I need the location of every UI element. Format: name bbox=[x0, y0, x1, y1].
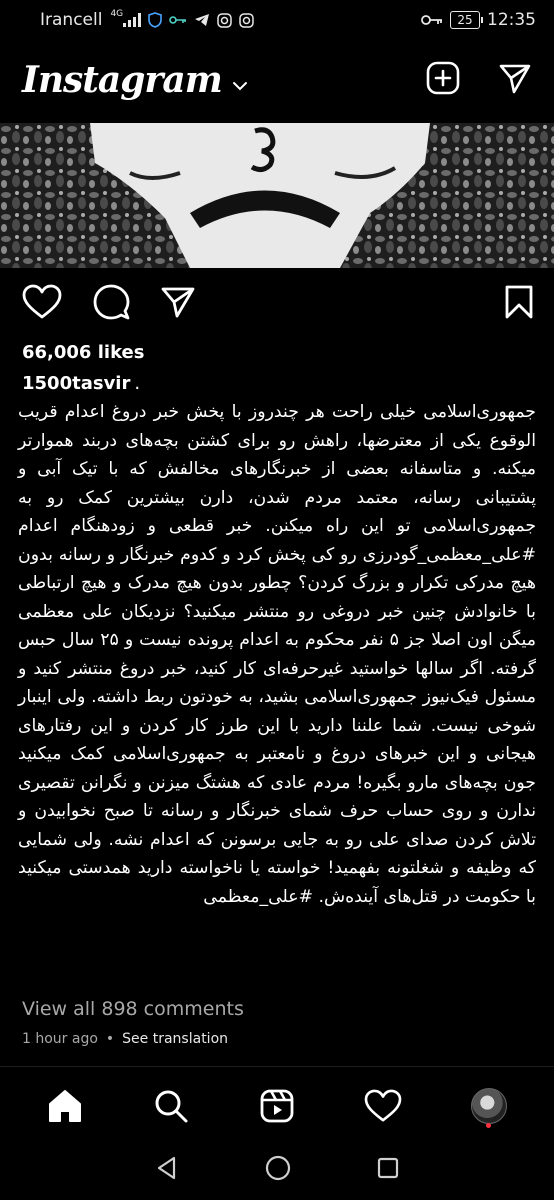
clock: 12:35 bbox=[487, 10, 536, 30]
direct-message-icon[interactable] bbox=[498, 61, 532, 99]
new-post-icon[interactable] bbox=[426, 61, 460, 99]
instagram-status-icon bbox=[217, 13, 232, 28]
bottom-navigation bbox=[0, 1075, 554, 1137]
telegram-icon bbox=[194, 13, 210, 27]
view-all-comments-link[interactable]: View all 898 comments bbox=[22, 998, 244, 1020]
battery-indicator: 25 bbox=[450, 11, 480, 29]
signal-icon bbox=[109, 9, 141, 27]
reels-icon[interactable] bbox=[247, 1076, 307, 1136]
status-bar bbox=[0, 0, 554, 40]
system-navigation bbox=[0, 1140, 554, 1200]
status-left bbox=[40, 10, 254, 30]
author-username[interactable]: 1500tasvir bbox=[22, 373, 131, 394]
header-actions bbox=[426, 61, 532, 99]
profile-avatar[interactable] bbox=[471, 1088, 507, 1124]
recents-square-icon[interactable] bbox=[376, 1156, 400, 1184]
meta-separator: • bbox=[105, 1031, 115, 1047]
like-count[interactable]: 66,006 likes bbox=[22, 342, 145, 363]
instagram-logo[interactable]: Instagram bbox=[22, 59, 222, 101]
notification-dot bbox=[486, 1123, 491, 1128]
app-header bbox=[0, 50, 554, 110]
home-icon[interactable] bbox=[35, 1076, 95, 1136]
home-circle-icon[interactable] bbox=[264, 1154, 292, 1186]
chevron-down-icon[interactable] bbox=[232, 76, 248, 95]
nav-divider bbox=[0, 1066, 554, 1067]
see-translation-link[interactable]: See translation bbox=[122, 1031, 229, 1047]
post-actions bbox=[22, 283, 534, 325]
share-icon[interactable] bbox=[160, 285, 196, 323]
post-meta bbox=[22, 1031, 228, 1047]
key-icon bbox=[169, 14, 187, 26]
comment-icon[interactable] bbox=[92, 283, 130, 325]
post-image[interactable] bbox=[0, 123, 554, 268]
instagram-status-icon-2 bbox=[239, 13, 254, 28]
activity-heart-icon[interactable] bbox=[353, 1076, 413, 1136]
network-type: 4G bbox=[110, 9, 124, 19]
carrier-name: Irancell bbox=[40, 10, 103, 30]
post-caption: جمهوری‌اسلامی خیلی راحت هر چندروز با پخش خبر دروغ اعدام قریب الوقوع یکی از معترضها، راهش رو برای کشتن بچه‌های دربند هموارتر میکنه. و متاسفانه بعضی از خبرنگارهای مخالفش که با تیک آبی و پشتیبانی رسانه، معتمد مردم شدن، دارن بیشترین کمک رو به جمهوری‌اسلامی تو این راه میکنن. خبر قطعی و زودهنگام اعدام #علی_معظمی_گودرزی رو کی پخش کرد و کدوم خبرنگار و رسانه بدون هیچ مدرکی تکرار و بزرگ کردن؟ چطور بدون هیچ مدرک و هیچ ارتباطی با خانوادش چنین خبر دروغی رو منتشر میکنید؟ نزدیکان علی معظمی میگن اون اصلا جز ۵ نفر محکوم به اعدام پرونده نیست و ۲۵ سال حبس گرفته. اگر سالها خواستید غیرحرفه‌ای کار کنید، خبر دروغ منتشر کنید و مسئول فیک‌نیوز جمهوری‌اسلامی بشید، به خودتون ربط داشته. ولی اینبار شوخی نیست. شما علننا دارید با این طرز کار کردن و این رفتارهای هیجانی و این خبرهای دروغ و نامعتبر به جمهوری‌اسلامی کمک میکنید جون بچه‌های مارو بگیره! مردم عادی که هشتگ میزنن و نگرانن تقصیری ندارن و روی حساب حرف شمای خبرنگار و رسانه تا صبح نخوابیدن و تلاش کردن صدای علی رو به جایی برسونن که اعدام نشه. ولی شمایی که وظیفه و شغلتونه بفهمید! خواسته یا ناخواسته دارید همدستی میکنید با حکومت در قتل‌های آینده‌ش. #علی_معظمی bbox=[18, 402, 536, 907]
shield-icon bbox=[148, 12, 162, 28]
back-icon[interactable] bbox=[154, 1155, 180, 1185]
like-icon[interactable] bbox=[22, 284, 62, 324]
post-time: 1 hour ago bbox=[22, 1031, 98, 1047]
search-icon[interactable] bbox=[141, 1076, 201, 1136]
save-bookmark-icon[interactable] bbox=[504, 284, 534, 324]
profile-tab[interactable] bbox=[459, 1076, 519, 1136]
status-right bbox=[421, 10, 536, 30]
author-suffix: . bbox=[134, 373, 141, 394]
post-author bbox=[22, 373, 140, 394]
vpn-key-icon bbox=[421, 14, 443, 26]
